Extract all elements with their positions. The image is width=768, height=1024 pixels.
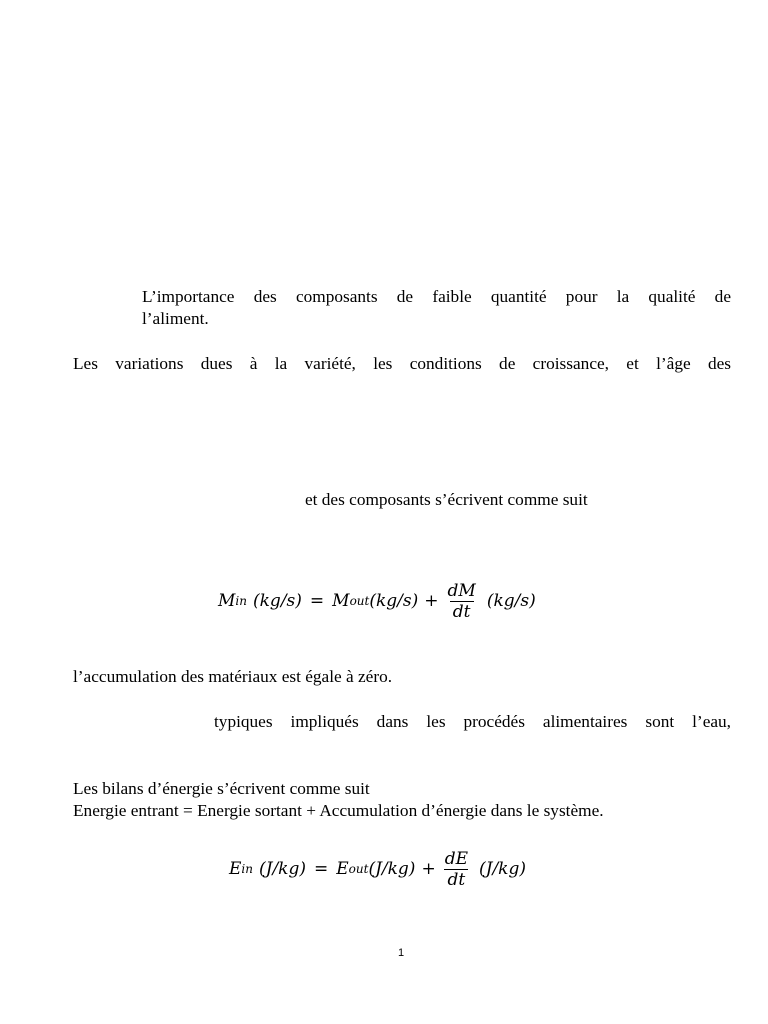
eq-mass-frac-num: dM xyxy=(447,580,476,601)
paragraph-importance-line1: L’importance des composants de faible quantité pour la qualité de xyxy=(142,287,731,306)
eq-mass-rhs-unit: (kg/s) xyxy=(369,591,419,611)
equation-energy-balance xyxy=(229,846,526,892)
eq-mass-rhs-symbol: M xyxy=(332,591,350,611)
eq-mass-rhs-sub: out xyxy=(349,594,370,608)
eq-mass-lhs-unit: (kg/s) xyxy=(253,591,302,611)
eq-mass-tail-unit: (kg/s) xyxy=(486,591,536,611)
eq-energy-fraction xyxy=(442,849,471,890)
eq-energy-equals: = xyxy=(314,859,329,879)
eq-energy-lhs-symbol: E xyxy=(229,859,242,879)
paragraph-importance-line2: l’aliment. xyxy=(142,309,209,328)
paragraph-typiques: typiques impliqués dans les procédés alimentaires sont l’eau, xyxy=(214,712,731,731)
eq-mass-equals: = xyxy=(309,591,325,611)
eq-energy-lhs-unit: (J/kg) xyxy=(259,859,306,879)
eq-energy-rhs-sub: out xyxy=(348,862,369,876)
equation-mass-balance xyxy=(218,578,536,624)
eq-mass-frac-den: dt xyxy=(450,601,474,622)
paragraph-composants: et des composants s’écrivent comme suit xyxy=(305,490,588,509)
page-number: 1 xyxy=(397,947,405,959)
eq-energy-frac-num: dE xyxy=(444,848,468,869)
paragraph-accumulation: l’accumulation des matériaux est égale à zéro. xyxy=(73,667,393,686)
eq-energy-plus: + xyxy=(421,859,436,879)
eq-mass-plus: + xyxy=(424,591,439,611)
eq-energy-rhs-unit: (J/kg) xyxy=(368,859,416,879)
eq-mass-fraction xyxy=(445,581,479,622)
paragraph-bilans-line1: Les bilans d’énergie s’écrivent comme suit xyxy=(73,779,370,798)
paragraph-variations: Les variations dues à la variété, les conditions de croissance, et l’âge des xyxy=(73,354,731,373)
eq-mass-lhs-sub: in xyxy=(235,594,247,608)
eq-energy-frac-den: dt xyxy=(444,869,468,890)
paragraph-bilans-line2: Energie entrant = Energie sortant + Accumulation d’énergie dans le système. xyxy=(73,801,604,820)
eq-energy-tail-unit: (J/kg) xyxy=(479,859,526,879)
eq-energy-rhs-symbol: E xyxy=(336,859,349,879)
eq-mass-lhs-symbol: M xyxy=(218,591,236,611)
eq-energy-lhs-sub: in xyxy=(241,862,253,876)
